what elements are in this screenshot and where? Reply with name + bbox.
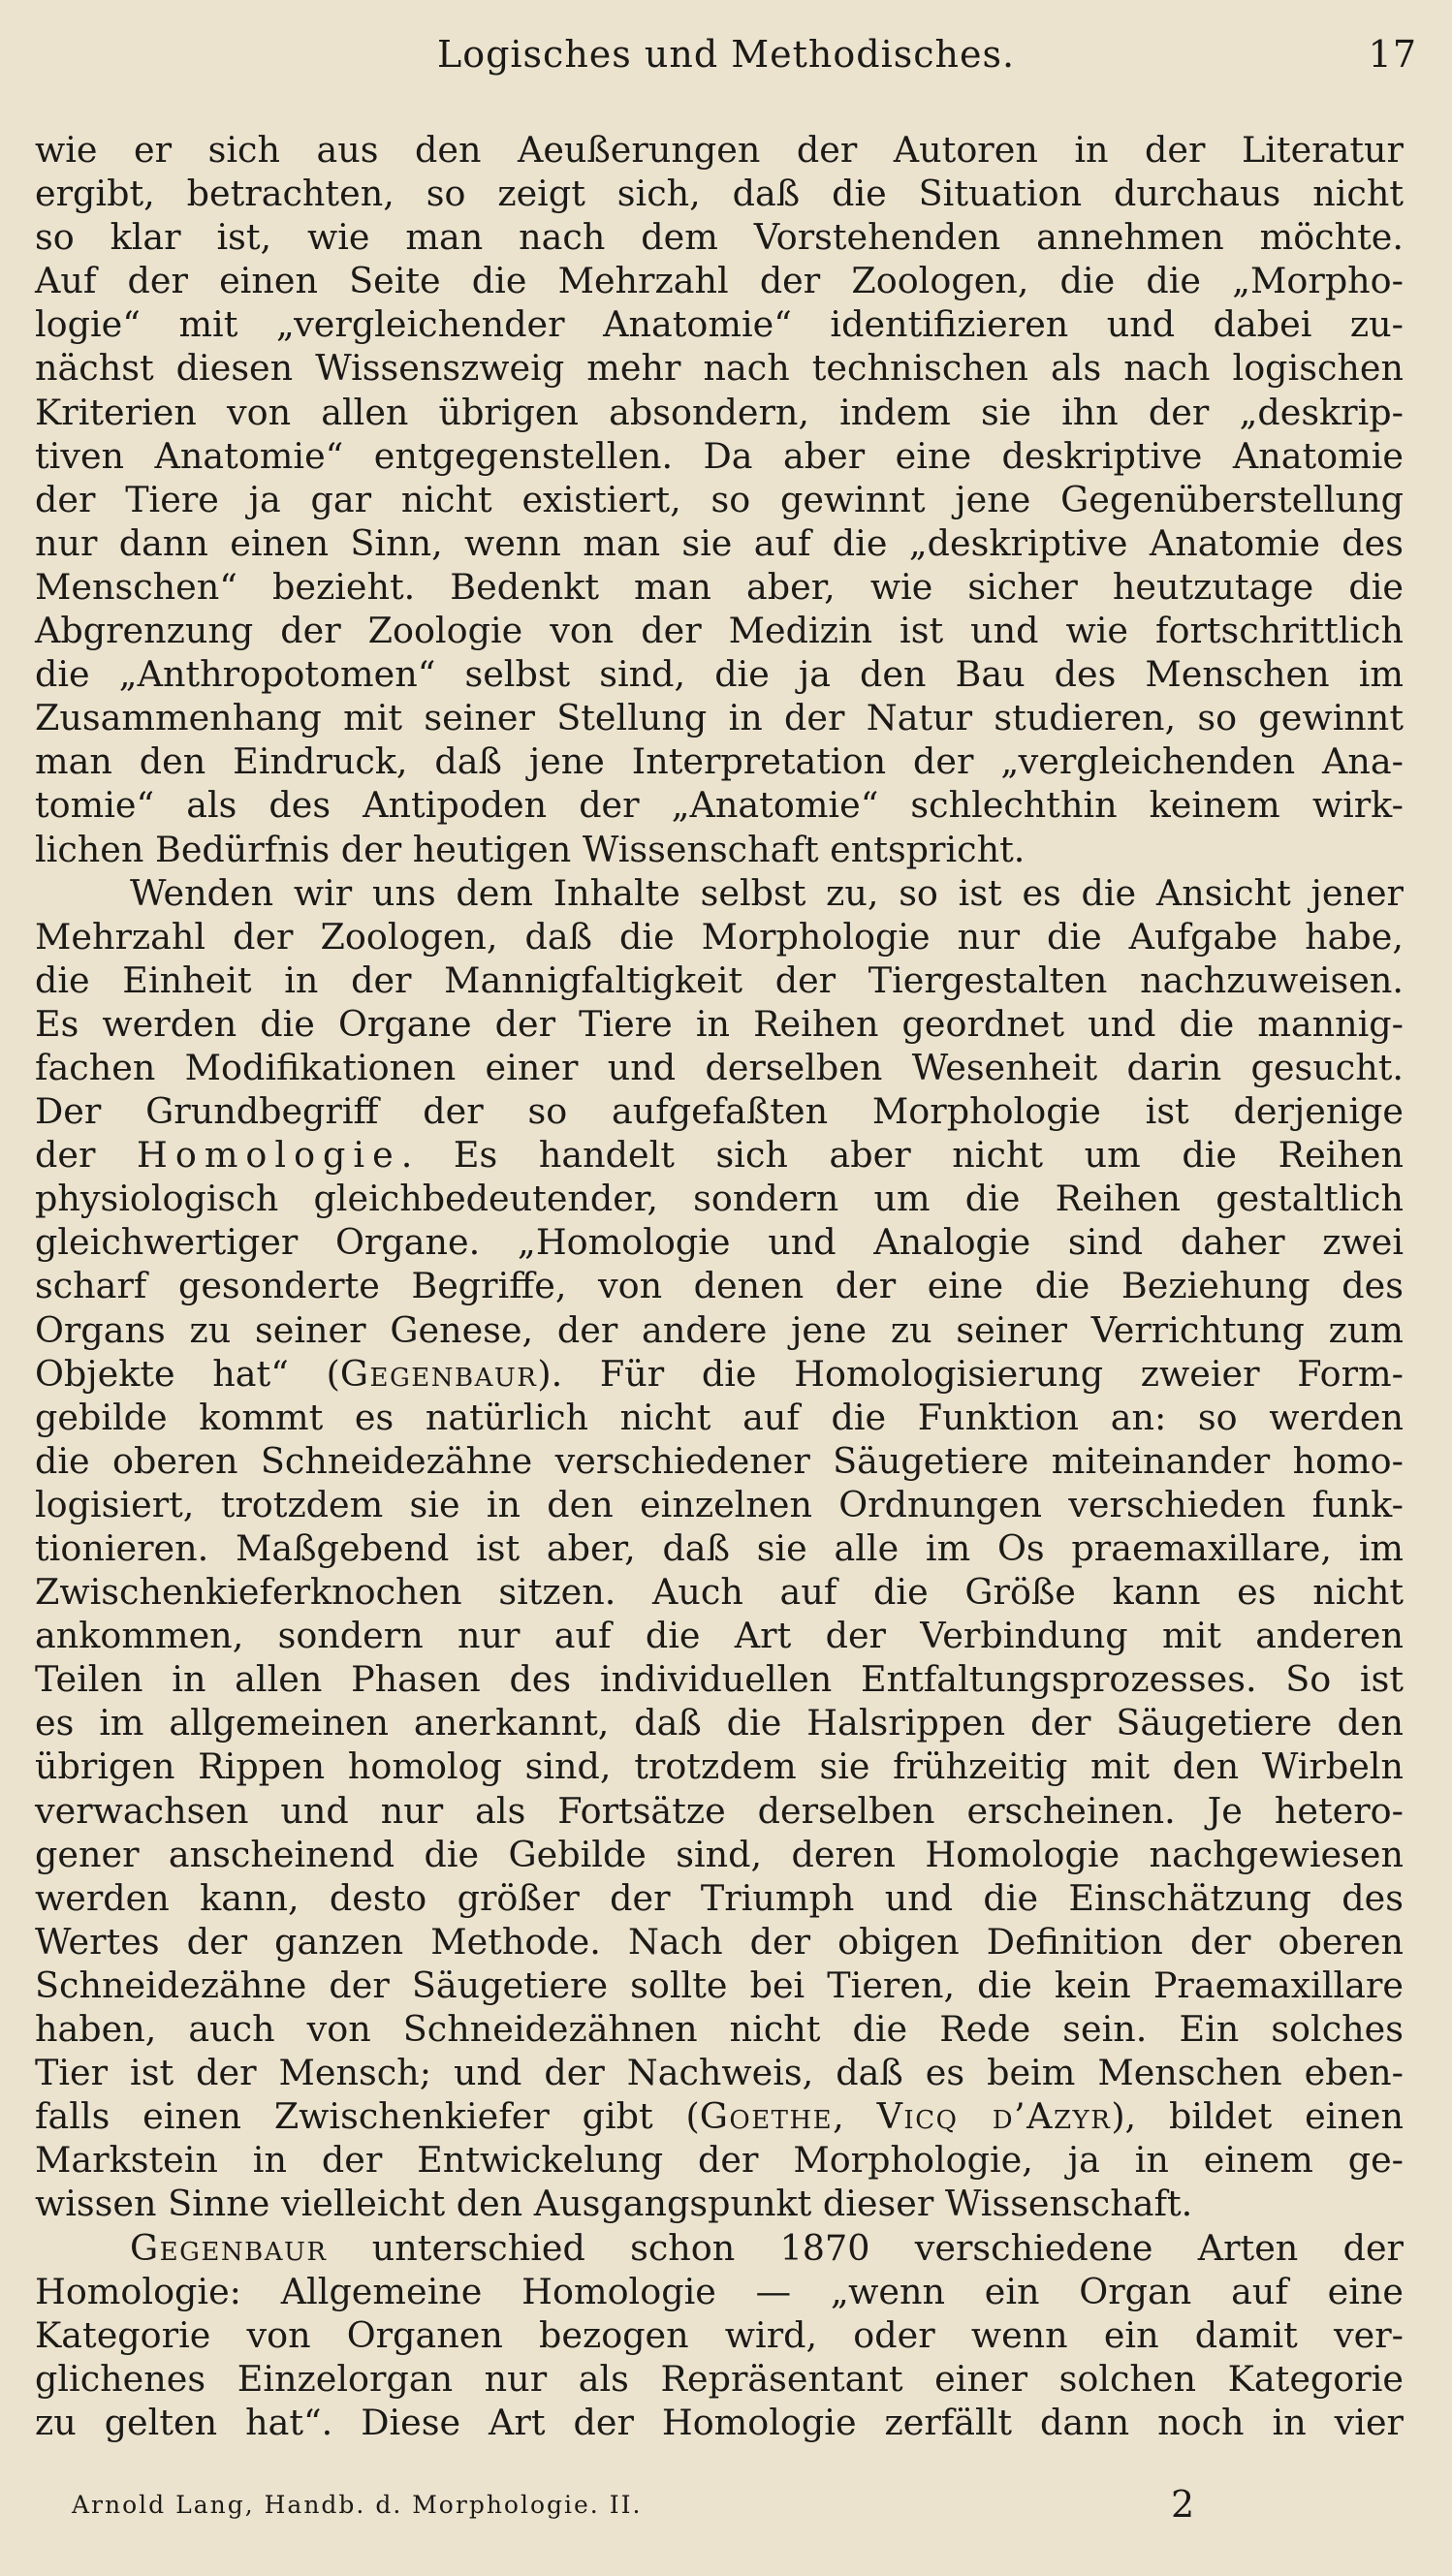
line-text: ), bildet einen: [1111, 2095, 1404, 2138]
text-line: [35, 609, 1404, 652]
text-line: [35, 739, 1404, 783]
line-text: ankommen, sondern nur auf die Art der Verbindung mit anderen: [35, 1615, 1404, 1657]
text-line: [35, 2051, 1404, 2094]
text-line: [35, 1483, 1404, 1526]
text-line: [35, 2357, 1404, 2401]
text-line: [35, 1308, 1404, 1352]
text-line: [35, 2138, 1404, 2182]
line-text: Zusammenhang mit seiner Stellung in der Natur studieren, so gewinnt: [35, 697, 1404, 739]
line-text: Mehrzahl der Zoologen, daß die Morphologie nur die Aufgabe habe,: [35, 915, 1404, 958]
text-line: [35, 259, 1404, 302]
line-text: Es werden die Organe der Tiere in Reihen geordnet und die mannig-: [35, 1002, 1404, 1045]
emphasized-term: Homologie: [137, 1134, 401, 1177]
line-text: Abgrenzung der Zoologie von der Medizin ist und wie fortschrittlich: [35, 610, 1404, 652]
text-line: [35, 2270, 1404, 2313]
line-text: Wertes der ganzen Methode. Nach der obigen Definition der oberen: [35, 1920, 1404, 1963]
page-number: 17: [1368, 33, 1417, 76]
line-text: zu gelten hat“. Diese Art der Homologie zerfällt dann noch in vier: [35, 2401, 1404, 2443]
line-text: tiven Anatomie“ entgegenstellen. Da aber eine deskriptive Anatomie: [35, 434, 1404, 477]
signature-mark: 2: [1171, 2483, 1195, 2526]
text-line: [35, 696, 1404, 739]
text-line: [35, 215, 1404, 259]
text-line: [35, 521, 1404, 565]
line-text: die „Anthropotomen“ selbst sind, die ja den Bau des Menschen im: [35, 653, 1404, 696]
line-text: physiologisch gleichbedeutender, sondern um die Reihen gestaltlich: [35, 1178, 1404, 1220]
text-line: [35, 1046, 1404, 1089]
line-text: Kriterien von allen übrigen absondern, indem sie ihn der „deskrip-: [35, 391, 1404, 433]
line-text: wissen Sinne vielleicht den Ausgangspunkt dieser Wissenschaft.: [35, 2183, 1193, 2225]
text-line: [35, 2094, 1404, 2138]
line-text: Zwischenkieferknochen sitzen. Auch auf die Größe kann es nicht: [35, 1571, 1404, 1614]
text-line: [35, 1002, 1404, 1046]
line-text: ). Für die Homologisierung zweier Form-: [537, 1352, 1404, 1395]
line-text: übrigen Rippen homolog sind, trotzdem sie frühzeitig mit den Wirbeln: [35, 1745, 1404, 1788]
line-text: ergibt, betrachten, so zeigt sich, daß die Situation durchaus nicht: [35, 173, 1404, 215]
text-line: [35, 2007, 1404, 2051]
line-text: Auf der einen Seite die Mehrzahl der Zoologen, die die „Morpho-: [35, 260, 1404, 302]
text-line: [35, 1963, 1404, 2007]
text-line: [35, 1920, 1404, 1963]
text-line: [35, 1657, 1404, 1701]
line-text: nächst diesen Wissenszweig mehr nach technischen als nach logischen: [35, 347, 1404, 390]
text-line: [35, 1089, 1404, 1133]
line-text: man den Eindruck, daß jene Interpretation der „vergleichenden Ana-: [35, 740, 1404, 783]
text-line: [35, 1352, 1404, 1396]
line-text: fachen Modifikationen einer und derselben Wesenheit darin gesucht.: [35, 1046, 1404, 1088]
text-line: [35, 783, 1404, 827]
line-text: gener anscheinend die Gebilde sind, deren Homologie nachgewiesen: [35, 1833, 1404, 1875]
line-text: gleichwertiger Organe. „Homologie und Analogie sind daher zwei: [35, 1221, 1404, 1264]
line-text: ,: [833, 2095, 877, 2138]
text-line: [35, 346, 1404, 390]
text-line: [35, 2182, 1404, 2225]
line-text: tomie“ als des Antipoden der „Anatomie“ schlechthin keinem wirk-: [35, 784, 1404, 827]
footer-credit: Arnold Lang, Handb. d. Morphologie. II.: [72, 2491, 643, 2519]
line-text: verwachsen und nur als Fortsätze derselben erscheinen. Je hetero-: [35, 1789, 1404, 1832]
line-text: Markstein in der Entwickelung der Morphologie, ja in einem ge-: [35, 2139, 1404, 2182]
line-text: tionieren. Maßgebend ist aber, daß sie alle im Os praemaxillare, im: [35, 1527, 1404, 1569]
body-text: [35, 128, 1404, 2444]
text-line: [35, 478, 1404, 521]
running-head: [0, 33, 1452, 87]
text-line: [35, 302, 1404, 346]
line-text: werden kann, desto größer der Triumph und die Einschätzung des: [35, 1876, 1404, 1919]
running-title: Logisches und Methodisches.: [436, 33, 1016, 76]
author-name: Gegenbaur: [339, 1352, 538, 1395]
text-line: [35, 1789, 1404, 1833]
line-text: gebilde kommt es natürlich nicht auf die Funktion an: so werden: [35, 1396, 1404, 1438]
line-text: Kategorie von Organen bezogen wird, oder wenn ein damit ver-: [35, 2313, 1404, 2356]
text-line: [35, 1264, 1404, 1307]
line-text: haben, auch von Schneidezähnen nicht die Rede sein. Ein solches: [35, 2008, 1404, 2051]
text-line: [35, 128, 1404, 172]
text-line: [35, 2401, 1404, 2444]
line-text: die Einheit in der Mannigfaltigkeit der Tiergestalten nachzuweisen.: [35, 958, 1404, 1001]
text-line: [35, 1220, 1404, 1264]
line-text: falls einen Zwischenkiefer gibt (: [35, 2095, 700, 2138]
line-text: nur dann einen Sinn, wenn man sie auf die „deskriptive Anatomie des: [35, 521, 1404, 564]
text-line: [35, 652, 1404, 696]
text-line: [35, 1701, 1404, 1744]
text-line: [35, 1396, 1404, 1439]
author-name: Gegenbaur: [130, 2226, 328, 2269]
line-text: es im allgemeinen anerkannt, daß die Halsrippen der Säugetiere den: [35, 1702, 1404, 1744]
text-line: [35, 172, 1404, 215]
line-text: Menschen“ bezieht. Bedenkt man aber, wie sicher heutzutage die: [35, 565, 1404, 608]
text-line: [35, 1833, 1404, 1876]
text-line: [35, 434, 1404, 478]
text-line: [35, 1570, 1404, 1614]
author-name: Vicq d’Azyr: [876, 2095, 1112, 2138]
line-text: lichen Bedürfnis der heutigen Wissenschaft entspricht.: [35, 828, 1026, 870]
text-line: [35, 1177, 1404, 1220]
text-line: [35, 565, 1404, 609]
line-text: Objekte hat“ (: [35, 1352, 340, 1395]
line-text: wie er sich aus den Aeußerungen der Autoren in der Literatur: [35, 129, 1404, 171]
line-text: Schneidezähne der Säugetiere sollte bei Tieren, die kein Praemaxillare: [35, 1963, 1404, 2006]
text-line: [35, 1439, 1404, 1483]
line-text: so klar ist, wie man nach dem Vorstehenden annehmen möchte.: [35, 216, 1404, 259]
text-line: [35, 1614, 1404, 1657]
line-text: logisiert, trotzdem sie in den einzelnen Ordnungen verschieden funk-: [35, 1483, 1404, 1525]
text-line: [35, 915, 1404, 958]
text-line: [35, 1876, 1404, 1920]
line-text: die oberen Schneidezähne verschiedener Säugetiere miteinander homo-: [35, 1439, 1404, 1482]
text-line: [35, 1744, 1404, 1788]
text-line: [35, 2226, 1404, 2270]
text-line: [35, 1526, 1404, 1570]
line-text: Der Grundbegriff der so aufgefaßten Morphologie ist derjenige: [35, 1090, 1404, 1133]
page-footer: [0, 2483, 1452, 2529]
line-text: logie“ mit „vergleichender Anatomie“ identifizieren und dabei zu-: [35, 303, 1404, 346]
line-text: scharf gesonderte Begriffe, von denen der eine die Beziehung des: [35, 1265, 1404, 1307]
line-text: Organs zu seiner Genese, der andere jene zu seiner Verrichtung zum: [35, 1308, 1404, 1351]
text-line: [35, 958, 1404, 1002]
line-text: der Tiere ja gar nicht existiert, so gewinnt jene Gegenüberstellung: [35, 478, 1404, 520]
line-text: unterschied schon 1870 verschiedene Arten der: [327, 2226, 1404, 2269]
text-line: [35, 391, 1404, 434]
line-text: Teilen in allen Phasen des individuellen Entfaltungsprozesses. So ist: [35, 1658, 1404, 1701]
author-name: Goethe: [699, 2095, 834, 2138]
text-line: [35, 2313, 1404, 2357]
line-text: der: [35, 1134, 138, 1177]
line-text: Tier ist der Mensch; und der Nachweis, daß es beim Menschen eben-: [35, 2052, 1404, 2094]
line-text: glichenes Einzelorgan nur als Repräsentant einer solchen Kategorie: [35, 2357, 1404, 2400]
text-line: [35, 828, 1404, 871]
text-line: [35, 1133, 1404, 1177]
line-text: Homologie: Allgemeine Homologie — „wenn ein Organ auf eine: [35, 2270, 1404, 2312]
text-line: [35, 871, 1404, 915]
line-text: Wenden wir uns dem Inhalte selbst zu, so ist es die Ansicht jener: [130, 871, 1404, 914]
line-text: . Es handelt sich aber nicht um die Reihen: [400, 1134, 1404, 1177]
